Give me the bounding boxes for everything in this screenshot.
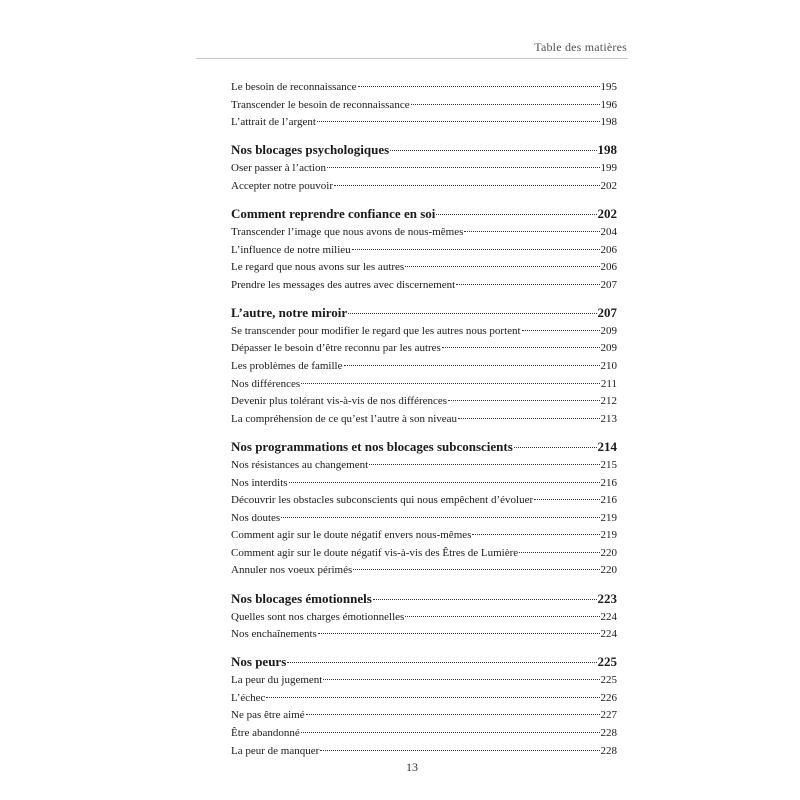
toc-chapter-page: 225 <box>597 654 617 670</box>
toc-chapter-title: L’autre, notre miroir <box>231 304 348 320</box>
toc-entry[interactable] <box>231 725 617 743</box>
toc-entry-title: Nos doutes <box>231 511 281 524</box>
toc-chapter-title: Nos peurs <box>231 654 287 670</box>
dot-leader <box>458 418 599 419</box>
toc-entry-page: 202 <box>600 179 617 192</box>
toc-entry-title: L’influence de notre milieu <box>231 243 351 256</box>
toc-entry-title: Transcender le besoin de reconnaissance <box>231 98 410 111</box>
dot-leader <box>306 714 600 715</box>
toc-entry-page: 198 <box>600 116 617 129</box>
dot-leader <box>522 330 600 331</box>
toc-entry-page: 224 <box>600 628 617 641</box>
toc-entry-title: La compréhension de ce qu’est l’autre à son niveau <box>231 412 458 425</box>
toc-entry-title: Oser passer à l’action <box>231 162 326 175</box>
toc-chapter[interactable] <box>231 437 617 457</box>
toc-entry[interactable] <box>231 79 617 97</box>
section-gap <box>231 428 617 437</box>
toc-entry[interactable] <box>231 411 617 429</box>
dot-leader <box>442 347 600 348</box>
dot-leader <box>348 313 596 314</box>
toc-entry-page: 199 <box>600 162 617 175</box>
toc-entry-page: 195 <box>600 81 617 93</box>
section-gap <box>231 644 617 653</box>
dot-leader <box>369 464 599 465</box>
toc-chapter-title: Nos blocages émotionnels <box>231 590 372 606</box>
toc-entry-page: 224 <box>600 610 617 623</box>
toc-chapter-page: 198 <box>597 142 617 158</box>
toc-chapter[interactable] <box>231 140 617 160</box>
dot-leader <box>514 447 597 448</box>
toc-entry[interactable] <box>231 97 617 115</box>
toc-entry-title: Quelles sont nos charges émotionnelles <box>231 610 405 623</box>
toc-entry-title: Annuler nos voeux périmés <box>231 564 353 577</box>
dot-leader <box>436 214 596 215</box>
page-number: 13 <box>406 760 418 774</box>
toc-entry-title: Accepter notre pouvoir <box>231 179 334 192</box>
toc-entry-page: 210 <box>600 360 617 373</box>
toc-entry[interactable] <box>231 527 617 545</box>
toc-entry-page: 220 <box>600 564 617 577</box>
toc-entry-page: 216 <box>600 494 617 507</box>
toc-entry[interactable] <box>231 277 617 295</box>
dot-leader <box>456 284 599 285</box>
toc-entry-title: Comment agir sur le doute négatif vis-à-vis des Êtres de Lumière <box>231 546 519 559</box>
toc-entry-title: La peur de manquer <box>231 744 320 757</box>
dot-leader <box>266 697 599 698</box>
dot-leader <box>318 633 600 634</box>
toc-chapter-page: 214 <box>597 438 617 454</box>
dot-leader <box>301 732 600 733</box>
dot-leader <box>317 121 600 122</box>
toc-entry-page: 209 <box>600 342 617 355</box>
toc-entry[interactable] <box>231 545 617 563</box>
dot-leader <box>464 231 599 232</box>
toc-entry-title: Transcender l’image que nous avons de nous-mêmes <box>231 225 464 238</box>
toc-entry[interactable] <box>231 160 617 178</box>
toc-entry-page: 204 <box>600 225 617 238</box>
toc-entry-title: Découvrir les obstacles subconscients qui nous empêchent d’évoluer <box>231 494 534 507</box>
header-rule <box>196 58 628 59</box>
toc-entry-title: Nos différences <box>231 377 301 390</box>
toc-entry-page: 225 <box>600 674 617 687</box>
toc-entry-title: Devenir plus tolérant vis-à-vis de nos différences <box>231 395 448 408</box>
section-gap <box>231 195 617 204</box>
toc-entry-page: 226 <box>600 691 617 704</box>
toc-chapter-title: Comment reprendre confiance en soi <box>231 205 436 221</box>
toc-entry-page: 212 <box>600 395 617 408</box>
toc-entry-page: 215 <box>600 458 617 471</box>
dot-leader <box>344 365 600 366</box>
toc-chapter[interactable] <box>231 589 617 609</box>
toc-entry-page: 206 <box>600 243 617 256</box>
toc-entry[interactable] <box>231 242 617 260</box>
toc-entry[interactable] <box>231 340 617 358</box>
toc-entry-page: 220 <box>600 546 617 559</box>
dot-leader <box>405 266 599 267</box>
dot-leader <box>301 383 600 384</box>
toc-entry-page: 206 <box>600 261 617 274</box>
toc-entry-page: 219 <box>600 529 617 542</box>
dot-leader <box>358 86 600 87</box>
toc-entry[interactable] <box>231 510 617 528</box>
toc-entry-page: 211 <box>600 377 617 390</box>
dot-leader <box>287 662 596 663</box>
toc-chapter[interactable] <box>231 204 617 224</box>
toc-chapter-title: Nos programmations et nos blocages subconscients <box>231 438 513 454</box>
toc-entry-title: Se transcender pour modifier le regard que les autres nous portent <box>231 324 521 337</box>
section-gap <box>231 580 617 589</box>
toc-entry[interactable] <box>231 114 617 132</box>
toc-entry[interactable] <box>231 376 617 394</box>
toc-entry[interactable] <box>231 707 617 725</box>
dot-leader <box>519 552 599 553</box>
toc-chapter[interactable] <box>231 303 617 323</box>
table-of-contents <box>231 79 617 760</box>
toc-entry-title: Le regard que nous avons sur les autres <box>231 261 405 274</box>
toc-entry-title: Comment agir sur le doute négatif envers nous-mêmes <box>231 529 472 542</box>
dot-leader <box>405 616 599 617</box>
toc-entry-title: Les problèmes de famille <box>231 360 343 373</box>
toc-entry[interactable] <box>231 562 617 580</box>
toc-entry-title: Dépasser le besoin d’être reconnu par les autres <box>231 342 441 355</box>
toc-entry-title: Nos interdits <box>231 476 288 489</box>
toc-entry-page: 216 <box>600 476 617 489</box>
dot-leader <box>373 599 597 600</box>
dot-leader <box>334 185 599 186</box>
toc-entry-title: Prendre les messages des autres avec discernement <box>231 278 456 291</box>
toc-entry[interactable] <box>231 393 617 411</box>
toc-entry-page: 209 <box>600 324 617 337</box>
toc-entry[interactable] <box>231 259 617 277</box>
toc-entry-title: Le besoin de reconnaissance <box>231 81 357 93</box>
toc-entry-title: Nos résistances au changement <box>231 458 369 471</box>
toc-entry-title: L’échec <box>231 691 266 704</box>
toc-entry-page: 196 <box>600 98 617 111</box>
dot-leader <box>327 167 600 168</box>
toc-entry-page: 219 <box>600 511 617 524</box>
toc-chapter-page: 202 <box>597 205 617 221</box>
toc-entry[interactable] <box>231 492 617 510</box>
toc-entry[interactable] <box>231 743 617 761</box>
toc-entry-page: 207 <box>600 278 617 291</box>
dot-leader <box>353 569 599 570</box>
toc-chapter-page: 223 <box>597 590 617 606</box>
toc-entry-title: Nos enchaînements <box>231 628 317 641</box>
toc-entry-title: La peur du jugement <box>231 674 323 687</box>
dot-leader <box>534 499 599 500</box>
toc-entry[interactable] <box>231 609 617 627</box>
toc-chapter-page: 207 <box>597 304 617 320</box>
dot-leader <box>323 679 599 680</box>
toc-entry-title: L’attrait de l’argent <box>231 116 316 129</box>
toc-entry[interactable] <box>231 626 617 644</box>
dot-leader <box>352 249 600 250</box>
dot-leader <box>472 534 599 535</box>
toc-entry[interactable] <box>231 457 617 475</box>
dot-leader <box>411 104 600 105</box>
toc-entry[interactable] <box>231 358 617 376</box>
toc-entry[interactable] <box>231 178 617 196</box>
section-gap <box>231 294 617 303</box>
toc-entry-title: Ne pas être aimé <box>231 709 305 722</box>
dot-leader <box>289 482 600 483</box>
toc-entry-page: 228 <box>600 727 617 740</box>
dot-leader <box>281 517 599 518</box>
section-gap <box>231 132 617 141</box>
toc-entry[interactable] <box>231 475 617 493</box>
running-head: Table des matières <box>534 40 627 54</box>
toc-entry-page: 227 <box>600 709 617 722</box>
toc-entry[interactable] <box>231 224 617 242</box>
toc-entry-title: Être abandonné <box>231 727 300 740</box>
toc-entry[interactable] <box>231 323 617 341</box>
dot-leader <box>448 400 599 401</box>
toc-entry-page: 228 <box>600 744 617 757</box>
toc-entry[interactable] <box>231 672 617 690</box>
dot-leader <box>320 750 599 751</box>
toc-entry-page: 213 <box>600 412 617 425</box>
toc-entry[interactable] <box>231 690 617 708</box>
toc-chapter[interactable] <box>231 652 617 672</box>
toc-chapter-title: Nos blocages psychologiques <box>231 142 390 158</box>
dot-leader <box>390 150 596 151</box>
